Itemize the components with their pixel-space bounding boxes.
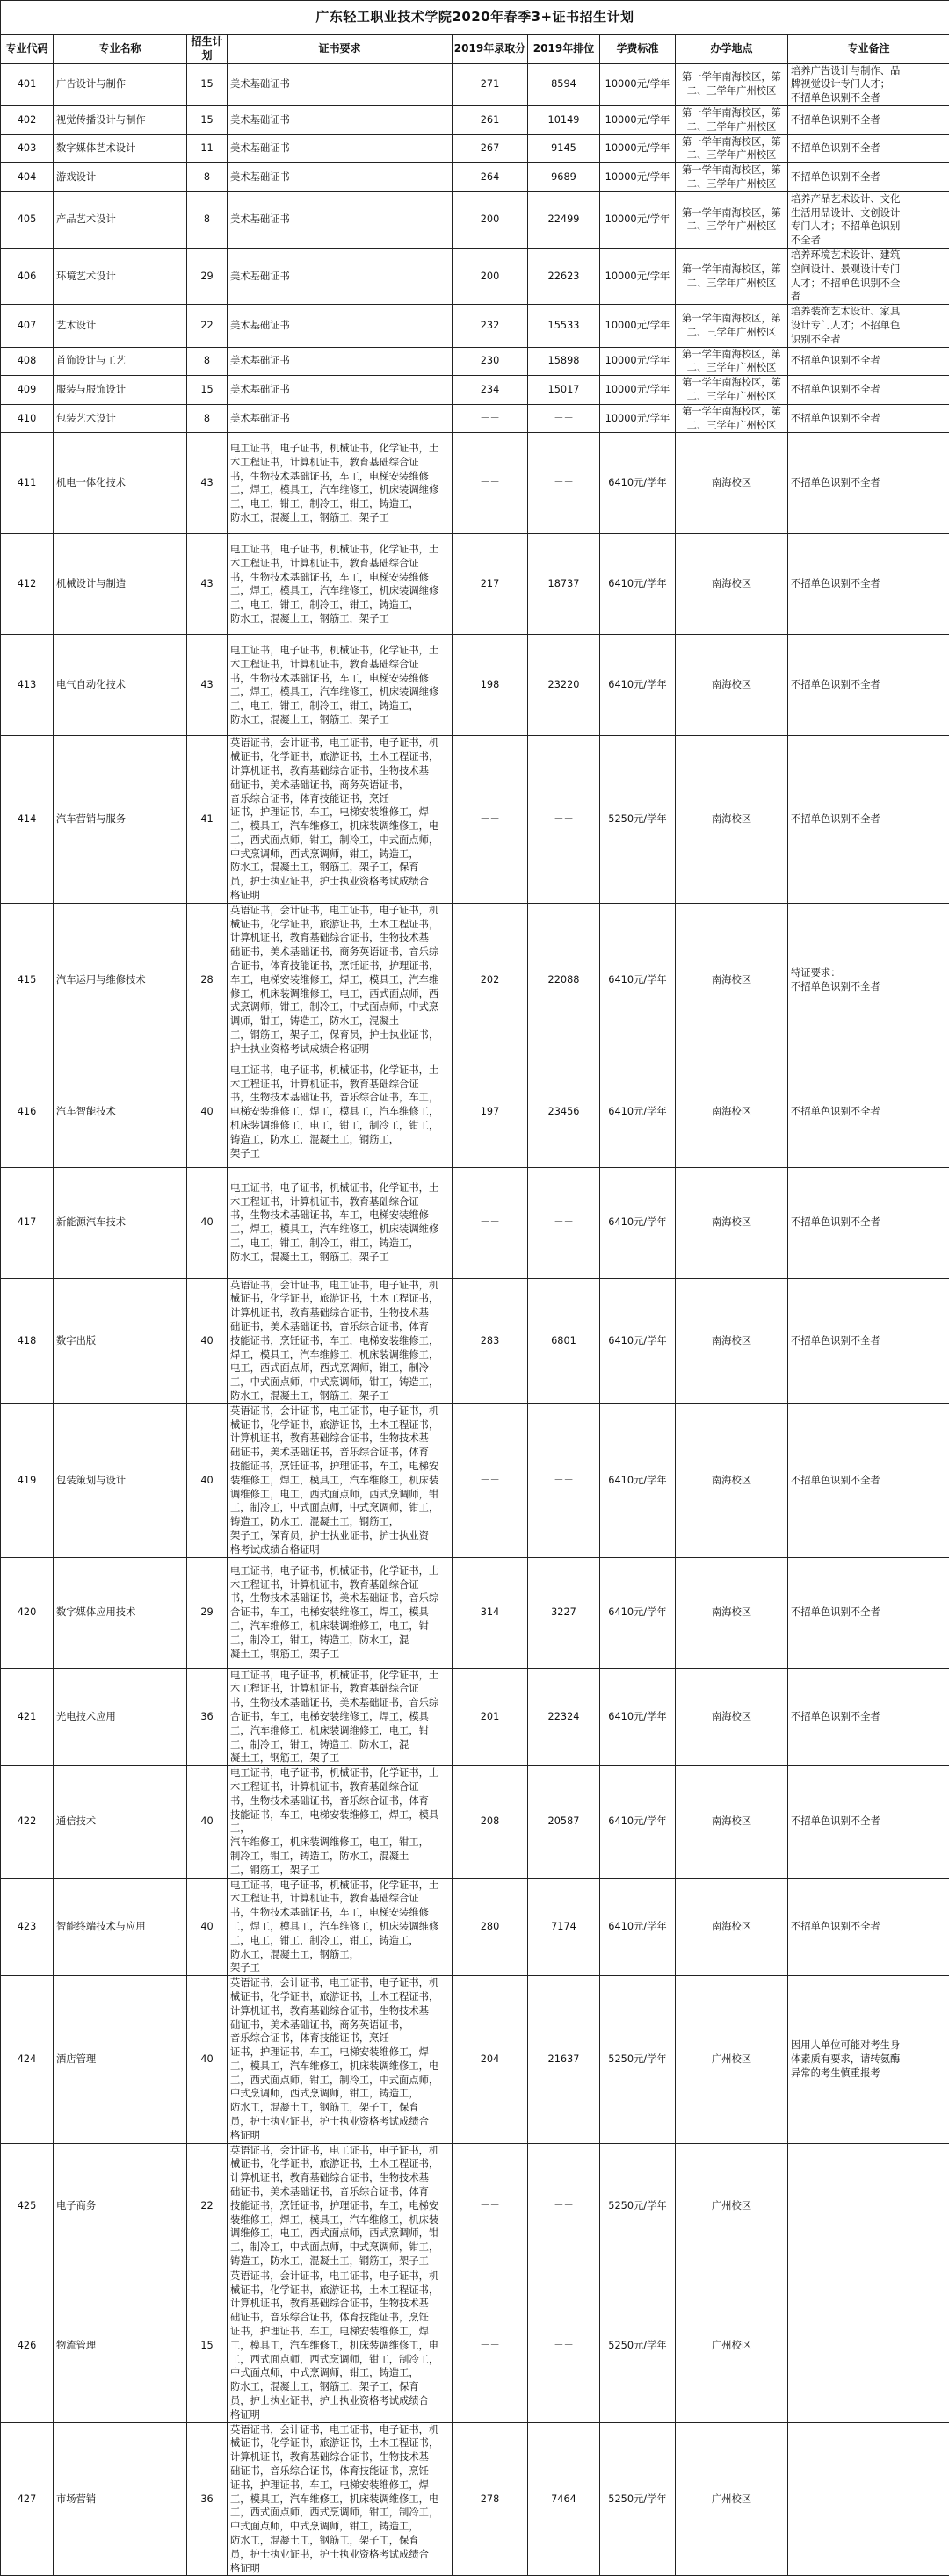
row-score: 200 — [453, 248, 528, 304]
row-note: 培养广告设计与制作、品 牌视觉设计专门人才； 不招单色识别不全者 — [788, 63, 949, 105]
row-fee: 6410元/学年 — [600, 635, 676, 736]
row-note: 培养装饰艺术设计、家具 设计专门人才；不招单色 识别不全者 — [788, 305, 949, 347]
header-score: 2019年录取分 — [453, 35, 528, 64]
row-fee: 6410元/学年 — [600, 433, 676, 534]
row-cert: 英语证书，会计证书，电工证书，电子证书，机 械证书，化学证书，旅游证书，土木工程证书， 计算机证书，教育基础综合证书，生物技术基 础证书，美术基础证书，商务英语证书，音乐综 合证书，体育技能证书，烹饪证书，护理证书， 车工，电梯安装维修工，焊工，模具工，汽车维 修工，机床装调维修工，电工，西式面点师，西 式烹调师，钳工，制冷工，中式面点师，中式烹 调师，钳工，铸造工，防水工，混凝土 工，钢筋工，架子工，保育员，护士执业证书， 护士执业资格考试成绩合格证明 — [228, 903, 453, 1057]
row-location: 南海校区 — [676, 1878, 788, 1976]
row-cert: 电工证书，电子证书，机械证书，化学证书，土 木工程证书，计算机证书，教育基础综合证 书，生物技术基础证书，车工，电梯安装维修 工，焊工，模具工，汽车维修工，机床装调维修 工，电工，钳工，制冷工，钳工，铸造工， 防水工，混凝土工，钢筋工，架子工 — [228, 534, 453, 635]
row-name: 汽车运用与维修技术 — [54, 903, 187, 1057]
row-name: 包装艺术设计 — [54, 404, 187, 433]
row-cert: 美术基础证书 — [228, 305, 453, 347]
row-cert: 英语证书，会计证书，电工证书，电子证书，机 械证书，化学证书，旅游证书，土木工程证书， 计算机证书，教育基础综合证书，生物技术基 础证书，美术基础证书，音乐综合证书，体育 技能证书，烹饪证书，护理证书，车工，电梯安 装维修工，焊工，模具工，汽车维修工，机床装 调维修工，电工，西式面点师，西式烹调师，钳 工，制冷工，中式面点师，中式烹调师，钳工， 铸造工，防水工，混凝土工，钢筋工， 架子工，保育员，护士执业证书，护士执业资 格考试成绩合格证明 — [228, 1403, 453, 1557]
row-score: 202 — [453, 903, 528, 1057]
row-location: 第一学年南海校区，第 二、三学年广州校区 — [676, 305, 788, 347]
row-code: 403 — [1, 134, 54, 163]
row-location: 广州校区 — [676, 2143, 788, 2269]
row-score: －－ — [453, 2269, 528, 2422]
table-row — [1, 305, 949, 347]
row-cert: 英语证书，会计证书，电工证书，电子证书，机 械证书，化学证书，旅游证书，土木工程证书， 计算机证书，教育基础综合证书，生物技术基 础证书，音乐综合证书，体育技能证书，烹饪 证书，护理证书，车工，电梯安装维修工，焊 工，模具工，汽车维修工，机床装调维修工，电 工，西式面点师，西式烹调师，钳工，制冷工， 中式面点师，中式烹调师，钳工，铸造工， 防水工，混凝土工，钢筋工，架子工，保育 员，护士执业证书，护士执业资格考试成绩合 格证明 — [228, 2269, 453, 2422]
row-fee: 6410元/学年 — [600, 1668, 676, 1766]
row-name: 机械设计与制造 — [54, 534, 187, 635]
table-row — [1, 191, 949, 248]
row-name: 智能终端技术与应用 — [54, 1878, 187, 1976]
table-title: 广东轻工职业技术学院2020年春季3+证书招生计划 — [1, 1, 949, 35]
row-note: 不招单色识别不全者 — [788, 1668, 949, 1766]
row-score: 230 — [453, 347, 528, 376]
row-score: 264 — [453, 163, 528, 192]
row-fee: 10000元/学年 — [600, 347, 676, 376]
row-rank: 3227 — [528, 1557, 600, 1668]
row-name: 数字出版 — [54, 1278, 187, 1403]
row-fee: 6410元/学年 — [600, 1557, 676, 1668]
row-fee: 6410元/学年 — [600, 534, 676, 635]
row-note: 不招单色识别不全者 — [788, 376, 949, 405]
row-code: 410 — [1, 404, 54, 433]
table-row — [1, 105, 949, 134]
row-plan: 8 — [187, 347, 228, 376]
row-plan: 15 — [187, 2269, 228, 2422]
table-row — [1, 1878, 949, 1976]
row-location: 南海校区 — [676, 534, 788, 635]
row-code: 405 — [1, 191, 54, 248]
row-rank: 23220 — [528, 635, 600, 736]
row-plan: 40 — [187, 1878, 228, 1976]
header-row — [1, 35, 949, 64]
row-name: 酒店管理 — [54, 1976, 187, 2144]
table-row — [1, 2269, 949, 2422]
row-name: 光电技术应用 — [54, 1668, 187, 1766]
row-fee: 6410元/学年 — [600, 1057, 676, 1167]
row-location: 南海校区 — [676, 1668, 788, 1766]
row-name: 数字媒体应用技术 — [54, 1557, 187, 1668]
row-note: 不招单色识别不全者 — [788, 404, 949, 433]
row-code: 421 — [1, 1668, 54, 1766]
row-cert: 英语证书，会计证书，电工证书，电子证书，机 械证书，化学证书，旅游证书，土木工程证书， 计算机证书，教育基础综合证书，生物技术基 础证书，音乐综合证书，体育技能证书，烹饪 证书，护理证书，车工，电梯安装维修工，焊 工，模具工，汽车维修工，机床装调维修工，电 工，西式面点师，西式烹调师，钳工，制冷工， 中式面点师，中式烹调师，钳工，铸造工， 防水工，混凝土工，钢筋工，架子工，保育 员，护士执业证书，护士执业资格考试成绩合 格证明 — [228, 2422, 453, 2576]
row-plan: 8 — [187, 404, 228, 433]
row-rank: 9689 — [528, 163, 600, 192]
row-score: 197 — [453, 1057, 528, 1167]
row-name: 机电一体化技术 — [54, 433, 187, 534]
row-code: 412 — [1, 534, 54, 635]
row-cert: 电工证书，电子证书，机械证书，化学证书，土 木工程证书，计算机证书，教育基础综合证 书，生物技术基础证书，美术基础证书，音乐综 合证书，车工，电梯安装维修工，焊工，模具 工，汽车维修工，机床装调维修工，电工，钳 工，制冷工，钳工，铸造工，防水工，混 凝土工，钢筋工，架子工 — [228, 1668, 453, 1766]
row-fee: 10000元/学年 — [600, 105, 676, 134]
row-code: 422 — [1, 1766, 54, 1878]
row-rank: 22623 — [528, 248, 600, 304]
header-location: 办学地点 — [676, 35, 788, 64]
row-score: 278 — [453, 2422, 528, 2576]
row-plan: 40 — [187, 1766, 228, 1878]
row-note: 不招单色识别不全者 — [788, 1278, 949, 1403]
row-note: 不招单色识别不全者 — [788, 433, 949, 534]
row-name: 数字媒体艺术设计 — [54, 134, 187, 163]
row-rank: 6801 — [528, 1278, 600, 1403]
row-rank: －－ — [528, 1403, 600, 1557]
table-row — [1, 1668, 949, 1766]
row-plan: 15 — [187, 105, 228, 134]
row-rank: 22324 — [528, 1668, 600, 1766]
row-note: 因用人单位可能对考生身 体素质有要求，请转氨酶 异常的考生慎重报考 — [788, 1976, 949, 2144]
row-code: 411 — [1, 433, 54, 534]
row-code: 406 — [1, 248, 54, 304]
row-plan: 28 — [187, 903, 228, 1057]
row-cert: 电工证书，电子证书，机械证书，化学证书，土 木工程证书，计算机证书，教育基础综合证 书，生物技术基础证书，美术基础证书，音乐综 合证书，车工，电梯安装维修工，焊工，模具 工，汽车维修工，机床装调维修工，电工，钳 工，制冷工，钳工，铸造工，防水工，混 凝土工，钢筋工，架子工 — [228, 1557, 453, 1668]
row-code: 401 — [1, 63, 54, 105]
row-plan: 11 — [187, 134, 228, 163]
row-code: 407 — [1, 305, 54, 347]
row-plan: 15 — [187, 376, 228, 405]
row-name: 包装策划与设计 — [54, 1403, 187, 1557]
row-plan: 43 — [187, 433, 228, 534]
row-name: 新能源汽车技术 — [54, 1167, 187, 1278]
row-name: 艺术设计 — [54, 305, 187, 347]
row-location: 南海校区 — [676, 736, 788, 904]
row-fee: 10000元/学年 — [600, 248, 676, 304]
row-score: 283 — [453, 1278, 528, 1403]
row-cert: 美术基础证书 — [228, 63, 453, 105]
row-fee: 6410元/学年 — [600, 1878, 676, 1976]
row-note: 不招单色识别不全者 — [788, 1766, 949, 1878]
row-name: 汽车营销与服务 — [54, 736, 187, 904]
row-cert: 美术基础证书 — [228, 163, 453, 192]
row-name: 电气自动化技术 — [54, 635, 187, 736]
row-rank: －－ — [528, 1167, 600, 1278]
row-name: 电子商务 — [54, 2143, 187, 2269]
row-rank: 8594 — [528, 63, 600, 105]
row-fee: 10000元/学年 — [600, 134, 676, 163]
row-location: 南海校区 — [676, 635, 788, 736]
header-rank: 2019年排位 — [528, 35, 600, 64]
row-fee: 10000元/学年 — [600, 404, 676, 433]
table-row — [1, 1057, 949, 1167]
table-row — [1, 1278, 949, 1403]
row-score: 232 — [453, 305, 528, 347]
table-row — [1, 347, 949, 376]
row-note: 特证要求： 不招单色识别不全者 — [788, 903, 949, 1057]
row-score: －－ — [453, 2143, 528, 2269]
row-location: 第一学年南海校区，第 二、三学年广州校区 — [676, 248, 788, 304]
row-plan: 29 — [187, 1557, 228, 1668]
table-row — [1, 1167, 949, 1278]
row-location: 南海校区 — [676, 1403, 788, 1557]
row-score: 280 — [453, 1878, 528, 1976]
row-location: 第一学年南海校区，第 二、三学年广州校区 — [676, 376, 788, 405]
row-name: 首饰设计与工艺 — [54, 347, 187, 376]
row-cert: 电工证书，电子证书，机械证书，化学证书，土 木工程证书，计算机证书，教育基础综合证 书，生物技术基础证书，车工，电梯安装维修 工，焊工，模具工，汽车维修工，机床装调维修 工，电工，钳工，制冷工，钳工，铸造工， 防水工，混凝土工，钢筋工，架子工 — [228, 635, 453, 736]
row-plan: 40 — [187, 1278, 228, 1403]
table-row — [1, 2422, 949, 2576]
row-code: 409 — [1, 376, 54, 405]
row-code: 413 — [1, 635, 54, 736]
table-row — [1, 248, 949, 304]
row-fee: 10000元/学年 — [600, 305, 676, 347]
row-note: 不招单色识别不全者 — [788, 163, 949, 192]
row-fee: 6410元/学年 — [600, 1403, 676, 1557]
row-cert: 美术基础证书 — [228, 248, 453, 304]
row-cert: 电工证书，电子证书，机械证书，化学证书，土 木工程证书，计算机证书，教育基础综合证 书，生物技术基础证书，车工，电梯安装维修 工，焊工，模具工，汽车维修工，机床装调维修 工，电工，钳工，制冷工，钳工，铸造工， 防水工，混凝土工，钢筋工， 架子工 — [228, 1878, 453, 1976]
row-rank: 15898 — [528, 347, 600, 376]
row-rank: －－ — [528, 404, 600, 433]
row-fee: 10000元/学年 — [600, 376, 676, 405]
row-code: 427 — [1, 2422, 54, 2576]
row-note: 不招单色识别不全者 — [788, 1403, 949, 1557]
row-rank: －－ — [528, 2269, 600, 2422]
header-note: 专业备注 — [788, 35, 949, 64]
row-name: 物流管理 — [54, 2269, 187, 2422]
row-plan: 40 — [187, 1976, 228, 2144]
row-score: －－ — [453, 433, 528, 534]
row-fee: 10000元/学年 — [600, 63, 676, 105]
row-rank: 7174 — [528, 1878, 600, 1976]
row-code: 415 — [1, 903, 54, 1057]
row-rank: 18737 — [528, 534, 600, 635]
table-row — [1, 433, 949, 534]
table-row — [1, 1557, 949, 1668]
row-location: 第一学年南海校区，第 二、三学年广州校区 — [676, 347, 788, 376]
row-score: －－ — [453, 1403, 528, 1557]
row-note: 培养产品艺术设计、文化 生活用品设计、文创设计 专门人才；不招单色识别 不全者 — [788, 191, 949, 248]
row-note: 不招单色识别不全者 — [788, 1878, 949, 1976]
row-rank: －－ — [528, 433, 600, 534]
row-plan: 8 — [187, 191, 228, 248]
row-code: 425 — [1, 2143, 54, 2269]
table-row — [1, 635, 949, 736]
row-code: 408 — [1, 347, 54, 376]
table-row — [1, 1766, 949, 1878]
row-cert: 美术基础证书 — [228, 347, 453, 376]
row-name: 广告设计与制作 — [54, 63, 187, 105]
row-plan: 8 — [187, 163, 228, 192]
row-note: 不招单色识别不全者 — [788, 1167, 949, 1278]
row-location: 第一学年南海校区，第 二、三学年广州校区 — [676, 191, 788, 248]
row-note — [788, 2269, 949, 2422]
row-location: 第一学年南海校区，第 二、三学年广州校区 — [676, 404, 788, 433]
row-score: 198 — [453, 635, 528, 736]
row-note: 培养环境艺术设计、建筑 空间设计、景观设计专门 人才；不招单色识别不全 者 — [788, 248, 949, 304]
row-location: 南海校区 — [676, 1766, 788, 1878]
row-score: 204 — [453, 1976, 528, 2144]
row-note: 不招单色识别不全者 — [788, 1057, 949, 1167]
row-note: 不招单色识别不全者 — [788, 635, 949, 736]
row-cert: 英语证书，会计证书，电工证书，电子证书，机 械证书，化学证书，旅游证书，土木工程证书， 计算机证书，教育基础综合证书，生物技术基 础证书，美术基础证书，音乐综合证书，体育 技能证书，烹饪证书，护理证书，车工，电梯安 装维修工，焊工，模具工，汽车维修工，机床装 调维修工，电工，西式面点师，西式烹调师，钳 工，制冷工，中式面点师，中式烹调师，钳工， 铸造工，防水工，混凝土工，钢筋工，架子工 — [228, 2143, 453, 2269]
row-rank: 15533 — [528, 305, 600, 347]
row-fee: 6410元/学年 — [600, 1167, 676, 1278]
row-name: 市场营销 — [54, 2422, 187, 2576]
row-score: 267 — [453, 134, 528, 163]
row-score: 200 — [453, 191, 528, 248]
row-cert: 电工证书，电子证书，机械证书，化学证书，土 木工程证书，计算机证书，教育基础综合证 书，生物技术基础证书，车工，电梯安装维修 工，焊工，模具工，汽车维修工，机床装调维修 工，电工，钳工，制冷工，钳工，铸造工， 防水工，混凝土工，钢筋工，架子工 — [228, 433, 453, 534]
table-row — [1, 2143, 949, 2269]
row-cert: 英语证书，会计证书，电工证书，电子证书，机 械证书，化学证书，旅游证书，土木工程证书， 计算机证书，教育基础综合证书，生物技术基 础证书，美术基础证书，商务英语证书， 音乐综合证书，体育技能证书，烹饪 证书，护理证书，车工，电梯安装维修工，焊 工，模具工，汽车维修工，机床装调维修工，电 工，西式面点师，钳工，制冷工，中式面点师， 中式烹调师，西式烹调师，钳工，铸造工， 防水工，混凝土工，钢筋工，架子工，保育 员，护士执业证书，护士执业资格考试成绩合 格证明 — [228, 1976, 453, 2144]
header-code: 专业代码 — [1, 35, 54, 64]
row-plan: 36 — [187, 1668, 228, 1766]
row-fee: 5250元/学年 — [600, 736, 676, 904]
row-score: －－ — [453, 404, 528, 433]
row-rank: －－ — [528, 2143, 600, 2269]
row-plan: 41 — [187, 736, 228, 904]
row-cert: 美术基础证书 — [228, 134, 453, 163]
row-location: 南海校区 — [676, 433, 788, 534]
row-cert: 电工证书，电子证书，机械证书，化学证书，土 木工程证书，计算机证书，教育基础综合证 书，生物技术基础证书，车工，电梯安装维修 工，焊工，模具工，汽车维修工，机床装调维修 工，电工，钳工，制冷工，钳工，铸造工， 防水工，混凝土工，钢筋工，架子工 — [228, 1167, 453, 1278]
row-location: 广州校区 — [676, 2422, 788, 2576]
row-name: 服装与服饰设计 — [54, 376, 187, 405]
row-location: 南海校区 — [676, 1557, 788, 1668]
header-name: 专业名称 — [54, 35, 187, 64]
row-note — [788, 2143, 949, 2269]
row-fee: 10000元/学年 — [600, 191, 676, 248]
row-location: 南海校区 — [676, 903, 788, 1057]
row-location: 南海校区 — [676, 1057, 788, 1167]
header-cert: 证书要求 — [228, 35, 453, 64]
row-score: 234 — [453, 376, 528, 405]
row-fee: 5250元/学年 — [600, 1976, 676, 2144]
row-rank: 23456 — [528, 1057, 600, 1167]
row-score: 208 — [453, 1766, 528, 1878]
row-fee: 6410元/学年 — [600, 903, 676, 1057]
row-rank: 7464 — [528, 2422, 600, 2576]
table-body — [1, 63, 949, 2576]
row-note: 不招单色识别不全者 — [788, 105, 949, 134]
table-row — [1, 736, 949, 904]
row-fee: 6410元/学年 — [600, 1766, 676, 1878]
row-cert: 美术基础证书 — [228, 191, 453, 248]
header-plan: 招生计划 — [187, 35, 228, 64]
row-code: 416 — [1, 1057, 54, 1167]
row-location: 第一学年南海校区，第 二、三学年广州校区 — [676, 134, 788, 163]
row-code: 419 — [1, 1403, 54, 1557]
row-plan: 43 — [187, 635, 228, 736]
row-rank: 20587 — [528, 1766, 600, 1878]
row-cert: 电工证书，电子证书，机械证书，化学证书，土 木工程证书，计算机证书，教育基础综合证 书，生物技术基础证书，音乐综合证书，车工， 电梯安装维修工，焊工，模具工，汽车维修工， 机床装调维修工，电工，钳工，制冷工，钳工， 铸造工，防水工，混凝土工，钢筋工， 架子工 — [228, 1057, 453, 1167]
table-row — [1, 404, 949, 433]
row-fee: 5250元/学年 — [600, 2143, 676, 2269]
row-note: 不招单色识别不全者 — [788, 347, 949, 376]
row-score: 271 — [453, 63, 528, 105]
table-row — [1, 534, 949, 635]
row-plan: 22 — [187, 2143, 228, 2269]
row-name: 产品艺术设计 — [54, 191, 187, 248]
row-rank: 10149 — [528, 105, 600, 134]
row-rank: 9145 — [528, 134, 600, 163]
row-code: 404 — [1, 163, 54, 192]
row-note: 不招单色识别不全者 — [788, 134, 949, 163]
row-fee: 6410元/学年 — [600, 1278, 676, 1403]
row-plan: 15 — [187, 63, 228, 105]
row-location: 广州校区 — [676, 1976, 788, 2144]
row-code: 424 — [1, 1976, 54, 2144]
row-location: 第一学年南海校区，第 二、三学年广州校区 — [676, 163, 788, 192]
row-code: 426 — [1, 2269, 54, 2422]
row-plan: 43 — [187, 534, 228, 635]
row-code: 402 — [1, 105, 54, 134]
table-row — [1, 1976, 949, 2144]
table-row — [1, 163, 949, 192]
row-score: 201 — [453, 1668, 528, 1766]
header-fee: 学费标准 — [600, 35, 676, 64]
row-score: －－ — [453, 1167, 528, 1278]
row-rank: 22499 — [528, 191, 600, 248]
row-score: 261 — [453, 105, 528, 134]
row-note: 不招单色识别不全者 — [788, 1557, 949, 1668]
row-fee: 10000元/学年 — [600, 163, 676, 192]
row-cert: 英语证书，会计证书，电工证书，电子证书，机 械证书，化学证书，旅游证书，土木工程证书， 计算机证书，教育基础综合证书，生物技术基 础证书，美术基础证书，商务英语证书， 音乐综合证书，体育技能证书，烹饪 证书，护理证书，车工，电梯安装维修工，焊 工，模具工，汽车维修工，机床装调维修工，电 工，西式面点师，钳工，制冷工，中式面点师， 中式烹调师，西式烹调师，钳工，铸造工， 防水工，混凝土工，钢筋工，架子工，保育 员，护士执业证书，护士执业资格考试成绩合 格证明 — [228, 736, 453, 904]
row-name: 汽车智能技术 — [54, 1057, 187, 1167]
row-plan: 22 — [187, 305, 228, 347]
row-name: 视觉传播设计与制作 — [54, 105, 187, 134]
row-cert: 美术基础证书 — [228, 404, 453, 433]
row-fee: 5250元/学年 — [600, 2269, 676, 2422]
row-name: 游戏设计 — [54, 163, 187, 192]
row-location: 第一学年南海校区，第 二、三学年广州校区 — [676, 105, 788, 134]
row-cert: 美术基础证书 — [228, 105, 453, 134]
row-location: 广州校区 — [676, 2269, 788, 2422]
row-name: 环境艺术设计 — [54, 248, 187, 304]
row-plan: 40 — [187, 1167, 228, 1278]
table-row — [1, 63, 949, 105]
row-note: 不招单色识别不全者 — [788, 736, 949, 904]
table-row — [1, 134, 949, 163]
table-row — [1, 903, 949, 1057]
row-plan: 40 — [187, 1057, 228, 1167]
table-row — [1, 376, 949, 405]
row-note: 不招单色识别不全者 — [788, 534, 949, 635]
row-cert: 英语证书，会计证书，电工证书，电子证书，机 械证书，化学证书，旅游证书，土木工程证书， 计算机证书，教育基础综合证书，生物技术基 础证书，美术基础证书，音乐综合证书，体育 技能证书，烹饪证书，车工，电梯安装维修工， 焊工，模具工，汽车维修工，机床装调维修工， 电工，西式面点师，西式烹调师，钳工，制冷 工，中式面点师，中式烹调师，钳工，铸造工， 防水工，混凝土工，钢筋工，架子工 — [228, 1278, 453, 1403]
row-rank: 22088 — [528, 903, 600, 1057]
row-rank: 15017 — [528, 376, 600, 405]
row-name: 通信技术 — [54, 1766, 187, 1878]
row-plan: 40 — [187, 1403, 228, 1557]
row-rank: －－ — [528, 736, 600, 904]
title-row — [1, 1, 949, 35]
row-cert: 电工证书，电子证书，机械证书，化学证书，土 木工程证书，计算机证书，教育基础综合证 书，生物技术基础证书，音乐综合证书，体育 技能证书，车工，电梯安装维修工，焊工，模具工， 汽车维修工，机床装调维修工，电工，钳工， 制冷工，钳工，铸造工，防水工，混凝土 工，钢筋工，架子工 — [228, 1766, 453, 1878]
row-code: 423 — [1, 1878, 54, 1976]
row-rank: 21637 — [528, 1976, 600, 2144]
row-plan: 29 — [187, 248, 228, 304]
row-code: 418 — [1, 1278, 54, 1403]
row-code: 417 — [1, 1167, 54, 1278]
row-score: 217 — [453, 534, 528, 635]
table-row — [1, 1403, 949, 1557]
row-note — [788, 2422, 949, 2576]
row-location: 第一学年南海校区，第 二、三学年广州校区 — [676, 63, 788, 105]
row-plan: 36 — [187, 2422, 228, 2576]
row-score: －－ — [453, 736, 528, 904]
row-fee: 5250元/学年 — [600, 2422, 676, 2576]
row-location: 南海校区 — [676, 1167, 788, 1278]
row-code: 420 — [1, 1557, 54, 1668]
row-location: 南海校区 — [676, 1278, 788, 1403]
row-score: 314 — [453, 1557, 528, 1668]
row-cert: 美术基础证书 — [228, 376, 453, 405]
row-code: 414 — [1, 736, 54, 904]
